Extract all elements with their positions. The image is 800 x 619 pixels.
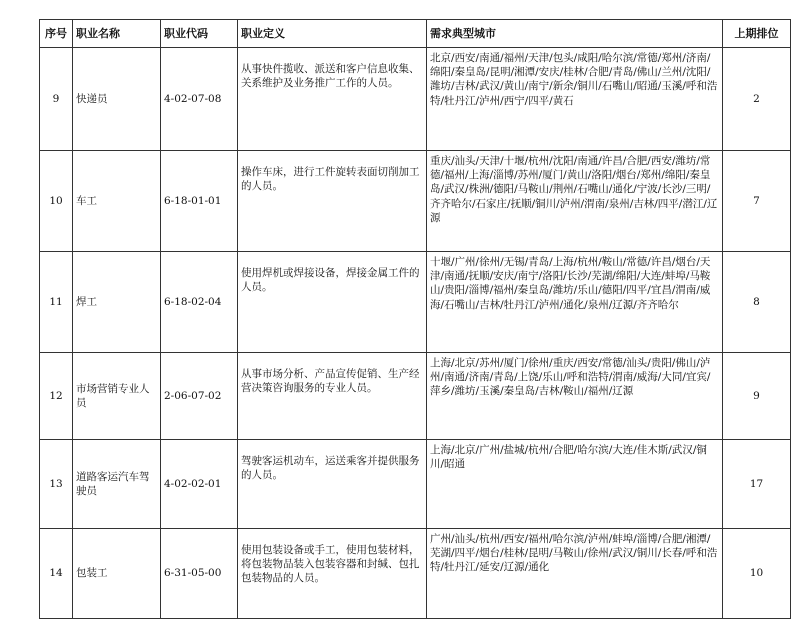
row-index: 14: [40, 529, 73, 619]
row-previous-rank: 10: [723, 529, 791, 619]
table-row: [40, 252, 791, 353]
header-typical-cities: 需求典型城市: [427, 20, 723, 48]
header-occupation-name: 职业名称: [73, 20, 161, 48]
row-occupation-definition: 操作车床，进行工件旋转表面切削加工的人员。: [238, 151, 427, 252]
header-occupation-code: 职业代码: [161, 20, 238, 48]
row-occupation-code: 6-18-02-04: [161, 252, 238, 353]
row-typical-cities: 十堰/广州/徐州/无锡/青岛/上海/杭州/鞍山/常德/许昌/烟台/天津/南通/抚顺/安庆/南宁/洛阳/长沙/芜湖/绵阳/大连/蚌埠/马鞍山/贵阳/淄博/福州/秦皇岛/潍坊/乐山/德阳/四平/宜昌/渭南/威海/石嘴山/吉林/牡丹江/泸州/通化/泉州/辽源/齐齐哈尔: [427, 252, 723, 353]
row-occupation-definition: 使用焊机或焊接设备，焊接金属工件的人员。: [238, 252, 427, 353]
row-occupation-name: 市场营销专业人员: [73, 353, 161, 440]
row-occupation-code: 6-18-01-01: [161, 151, 238, 252]
row-typical-cities: 广州/汕头/杭州/西安/福州/哈尔滨/泸州/蚌埠/淄博/合肥/湘潭/芜湖/四平/烟台/桂林/昆明/马鞍山/徐州/武汉/铜川/长春/呼和浩特/牡丹江/延安/辽源/通化: [427, 529, 723, 619]
header-index: 序号: [40, 20, 73, 48]
table-row: [40, 151, 791, 252]
row-index: 10: [40, 151, 73, 252]
row-occupation-definition: 从事市场分析、产品宣传促销、生产经营决策咨询服务的专业人员。: [238, 353, 427, 440]
row-occupation-definition: 驾驶客运机动车，运送乘客并提供服务的人员。: [238, 440, 427, 529]
table-row: [40, 440, 791, 529]
header-row: [40, 20, 791, 48]
occupation-table: [39, 19, 791, 619]
table-row: [40, 529, 791, 619]
table-row: [40, 353, 791, 440]
row-occupation-name: 道路客运汽车驾驶员: [73, 440, 161, 529]
row-index: 11: [40, 252, 73, 353]
row-occupation-name: 快递员: [73, 48, 161, 151]
row-occupation-code: 2-06-07-02: [161, 353, 238, 440]
row-previous-rank: 2: [723, 48, 791, 151]
row-index: 12: [40, 353, 73, 440]
row-previous-rank: 7: [723, 151, 791, 252]
row-occupation-code: 4-02-02-01: [161, 440, 238, 529]
row-occupation-definition: 使用包装设备或手工，使用包装材料，将包装物品装入包装容器和封缄、包扎包装物品的人员。: [238, 529, 427, 619]
row-typical-cities: 上海/北京/苏州/厦门/徐州/重庆/西安/常德/汕头/贵阳/佛山/泸州/南通/济南/青岛/上饶/乐山/呼和浩特/渭南/威海/大同/宜宾/萍乡/潍坊/玉溪/秦皇岛/吉林/鞍山/福州/辽源: [427, 353, 723, 440]
row-typical-cities: 上海/北京/广州/盐城/杭州/合肥/哈尔滨/大连/佳木斯/武汉/铜川/昭通: [427, 440, 723, 529]
row-index: 13: [40, 440, 73, 529]
row-occupation-name: 包装工: [73, 529, 161, 619]
row-previous-rank: 9: [723, 353, 791, 440]
row-previous-rank: 17: [723, 440, 791, 529]
row-occupation-code: 4-02-07-08: [161, 48, 238, 151]
row-previous-rank: 8: [723, 252, 791, 353]
table-row: [40, 48, 791, 151]
row-occupation-code: 6-31-05-00: [161, 529, 238, 619]
row-index: 9: [40, 48, 73, 151]
row-typical-cities: 重庆/汕头/天津/十堰/杭州/沈阳/南通/许昌/合肥/西安/潍坊/常德/福州/上海/淄博/苏州/厦门/黄山/洛阳/烟台/郑州/绵阳/秦皇岛/武汉/株洲/德阳/马鞍山/荆州/石嘴山/通化/宁波/长沙/三明/齐齐哈尔/石家庄/抚顺/铜川/泸州/渭南/泉州/吉林/四平/潜江/辽源: [427, 151, 723, 252]
header-occupation-definition: 职业定义: [238, 20, 427, 48]
row-typical-cities: 北京/西安/南通/福州/天津/包头/咸阳/哈尔滨/常德/郑州/济南/绵阳/秦皇岛/昆明/湘潭/安庆/桂林/合肥/青岛/佛山/兰州/沈阳/潍坊/吉林/武汉/黄山/南宁/新余/铜川/石嘴山/昭通/玉溪/呼和浩特/牡丹江/泸州/西宁/四平/黄石: [427, 48, 723, 151]
header-previous-rank: 上期排位: [723, 20, 791, 48]
row-occupation-name: 焊工: [73, 252, 161, 353]
row-occupation-definition: 从事快件揽收、派送和客户信息收集、关系维护及业务推广工作的人员。: [238, 48, 427, 151]
row-occupation-name: 车工: [73, 151, 161, 252]
